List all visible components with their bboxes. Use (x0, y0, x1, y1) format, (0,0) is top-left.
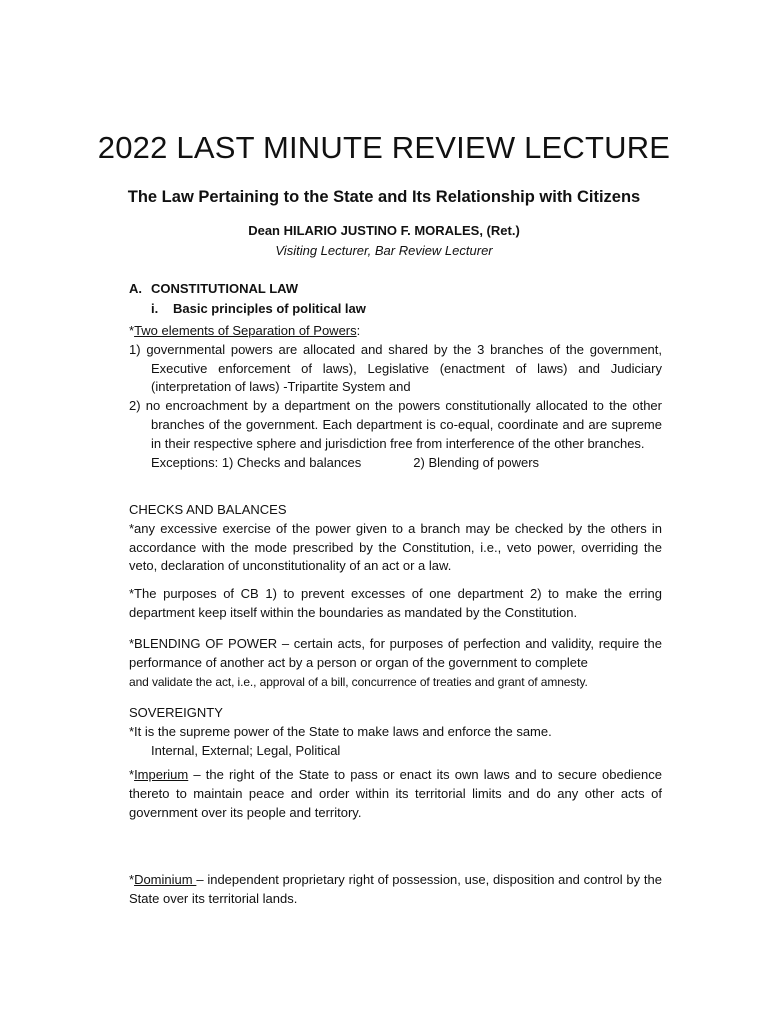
dominium-paragraph (129, 871, 662, 909)
section-a-heading (129, 280, 662, 299)
imperium-term: Imperium (134, 767, 189, 782)
section-i-heading (151, 300, 684, 319)
separation-of-powers (129, 322, 662, 472)
asterisk: * (129, 767, 135, 782)
section-a-text: CONSTITUTIONAL LAW (151, 281, 299, 296)
separation-exceptions (129, 454, 662, 473)
checks-and-balances (129, 501, 662, 576)
separation-heading-text: Two elements of Separation of Powers (134, 323, 357, 338)
blending-tail: and validate the act, i.e., approval of a bill, concurrence of treaties and grant of amnesty. (129, 674, 588, 689)
imperium-text: – the right of the State to pass or enact its own laws and to secure obedience thereto to maintain peace and order within its territorial limits and do any other acts of government over its people and territory. (129, 767, 662, 820)
sovereignty-heading: SOVEREIGNTY (129, 705, 223, 720)
section-i-label: i. (151, 301, 159, 316)
sovereignty-definition: *It is the supreme power of the State to make laws and enforce the same. (129, 723, 552, 739)
asterisk: * (129, 872, 135, 887)
exceptions-first: Exceptions: 1) Checks and balances (151, 454, 362, 470)
exceptions-second: 2) Blending of powers (413, 454, 540, 470)
separation-heading-suffix: : (356, 323, 361, 338)
checks-paragraph-2: *The purposes of CB 1) to prevent excesses of one department 2) to make the erring department keep itself within the boundaries as mandated by the Constitution. (129, 586, 662, 620)
sovereignty (129, 704, 662, 760)
section-a-label: A. (129, 281, 142, 296)
checks-heading: CHECKS AND BALANCES (129, 502, 287, 517)
separation-heading (129, 322, 662, 341)
checks-paragraph-1: *any excessive exercise of the power given to a branch may be checked by the others in accordance with the mode prescribed by the Constitution, i.e., veto power, overriding the veto, declaration of unconstitutionality of an act or a law. (129, 520, 662, 574)
separation-item-2: 2) no encroachment by a department on the powers constitutionally allocated to the other branches of the government. Each department is co-equal, coordinate and are supreme in their respective sphere and jurisdiction free from interference of the other branches. (129, 398, 662, 451)
sovereignty-kinds: Internal, External; Legal, Political (151, 742, 341, 758)
asterisk: * (129, 323, 135, 338)
author-name: Dean HILARIO JUSTINO F. MORALES, (Ret.) (248, 223, 520, 238)
page-title: 2022 LAST MINUTE REVIEW LECTURE (97, 130, 671, 165)
blending-of-power (129, 635, 662, 691)
section-i-text: Basic principles of political law (173, 301, 366, 316)
blending-main: *BLENDING OF POWER – certain acts, for purposes of perfection and validity, require the performance of another act by a person or organ of the government to complete (129, 636, 662, 670)
dominium-text: – independent proprietary right of possession, use, disposition and control by the State over its territorial lands. (129, 872, 662, 906)
separation-item-1: 1) governmental powers are allocated and shared by the 3 branches of the government, Executive enforcement of laws), Legislative (enactment of laws) and Judiciary (interpretation of laws) -Tripartite System and (129, 341, 662, 395)
dominium-term: Dominium (134, 872, 197, 887)
imperium-paragraph (129, 766, 662, 822)
author-role: Visiting Lecturer, Bar Review Lecturer (275, 243, 493, 258)
page-subtitle: The Law Pertaining to the State and Its Relationship with Citizens (127, 188, 641, 206)
